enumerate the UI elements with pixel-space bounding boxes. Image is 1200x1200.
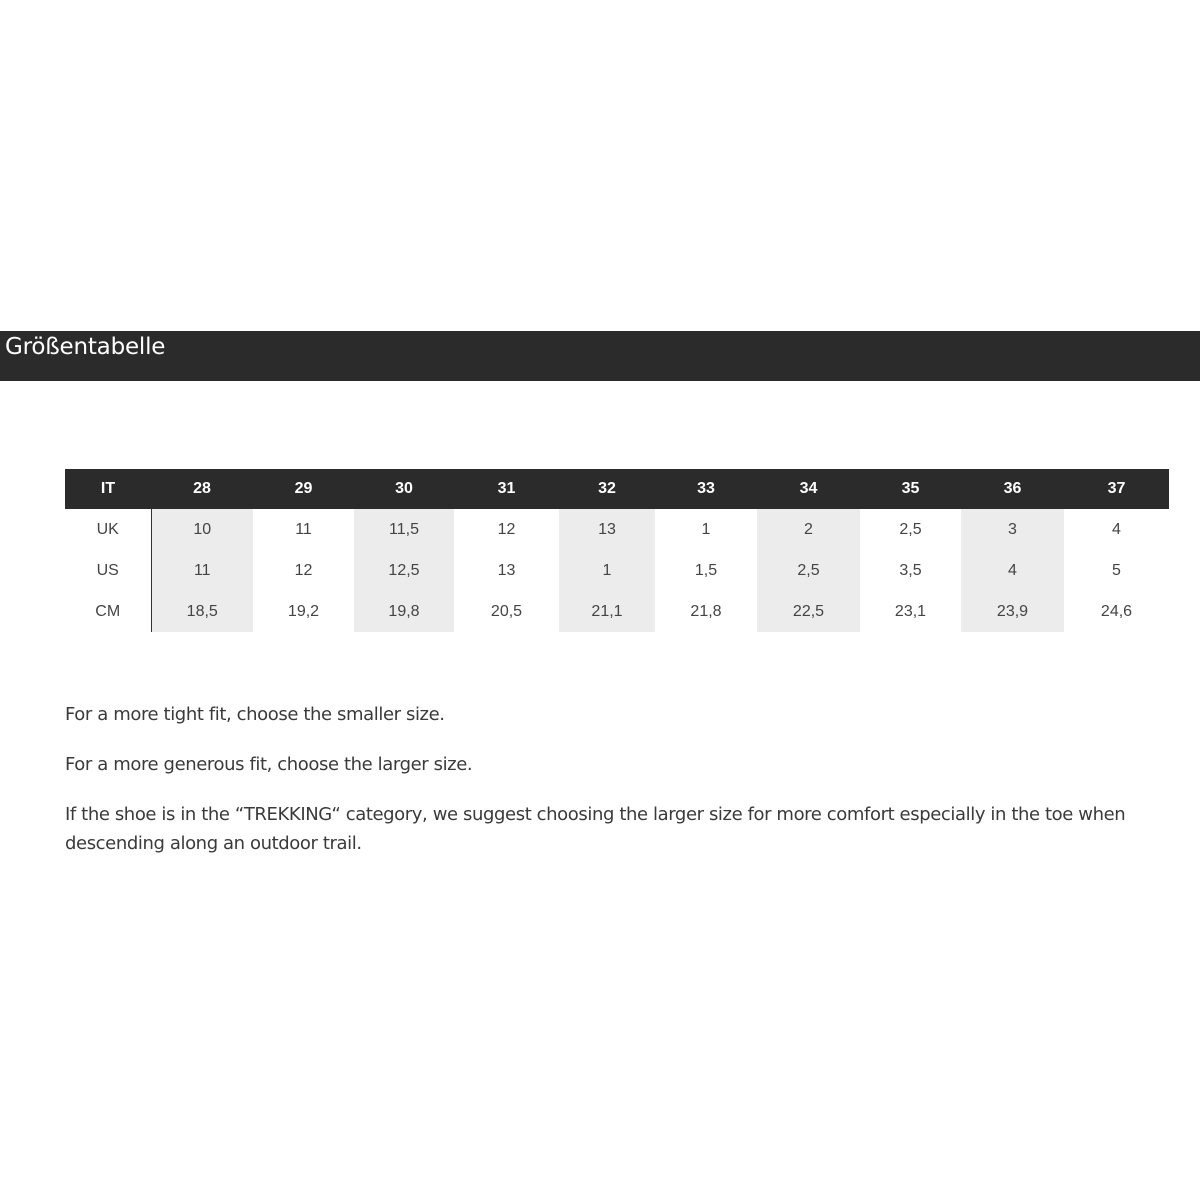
table-cell: 2 xyxy=(757,509,860,550)
header-cell: 29 xyxy=(253,469,354,509)
table-cell: 22,5 xyxy=(757,591,860,632)
table-cell: 12 xyxy=(294,561,313,579)
table-cell: 11 xyxy=(295,520,312,538)
size-table xyxy=(65,469,1169,632)
note-trekking: If the shoe is in the “TREKKING“ category, we suggest choosing the larger size for more comfort especially in the toe when descending along an outdoor trail. xyxy=(65,804,1126,854)
table-cell: 21,8 xyxy=(690,602,722,620)
table-cell: 2,5 xyxy=(899,520,922,538)
row-label: US xyxy=(65,550,151,591)
table-cell: 20,5 xyxy=(490,602,523,620)
table-cell: 3 xyxy=(961,509,1064,550)
table-cell: 2,5 xyxy=(757,550,860,591)
header-cell: 32 xyxy=(559,469,655,509)
table-cell: 19,8 xyxy=(354,591,454,632)
table-cell: 5 xyxy=(1112,561,1121,579)
table-cell: 23,1 xyxy=(894,602,927,620)
header-cell: 37 xyxy=(1064,469,1169,509)
note-generous-fit: For a more generous fit, choose the larger size. xyxy=(65,754,473,775)
header-cell-it: IT xyxy=(65,469,151,509)
header-cell: 30 xyxy=(354,469,454,509)
table-cell: 4 xyxy=(1112,520,1121,538)
table-cell: 24,6 xyxy=(1100,602,1133,620)
table-row-us xyxy=(65,550,1169,591)
table-cell: 12,5 xyxy=(354,550,454,591)
table-cell: 10 xyxy=(151,509,253,550)
table-cell: 11 xyxy=(151,550,253,591)
header-cell: 28 xyxy=(151,469,253,509)
table-cell: 11,5 xyxy=(354,509,454,550)
table-cell: 23,9 xyxy=(961,591,1064,632)
table-cell: 21,1 xyxy=(559,591,655,632)
row-label: CM xyxy=(65,591,151,632)
table-header-row xyxy=(65,469,1169,509)
header-cell: 36 xyxy=(961,469,1064,509)
table-cell: 12 xyxy=(497,520,516,538)
header-cell: 33 xyxy=(655,469,757,509)
header-cell: 35 xyxy=(860,469,961,509)
table-cell: 1,5 xyxy=(694,561,718,579)
header-cell: 34 xyxy=(757,469,860,509)
table-row-cm xyxy=(65,591,1169,632)
title-bar xyxy=(0,331,1200,381)
table-cell: 1 xyxy=(559,550,655,591)
table-cell: 3,5 xyxy=(899,561,922,579)
row-label: UK xyxy=(65,509,151,550)
table-cell: 4 xyxy=(961,550,1064,591)
table-row-uk xyxy=(65,509,1169,550)
fit-notes xyxy=(65,700,1175,858)
table-cell: 19,2 xyxy=(287,602,320,620)
table-cell: 13 xyxy=(559,509,655,550)
note-tight-fit: For a more tight fit, choose the smaller size. xyxy=(65,704,445,725)
table-cell: 13 xyxy=(497,561,516,579)
header-cell: 31 xyxy=(454,469,559,509)
table-cell: 1 xyxy=(701,520,711,538)
table-cell: 18,5 xyxy=(151,591,253,632)
page-title: Größentabelle xyxy=(5,334,166,360)
